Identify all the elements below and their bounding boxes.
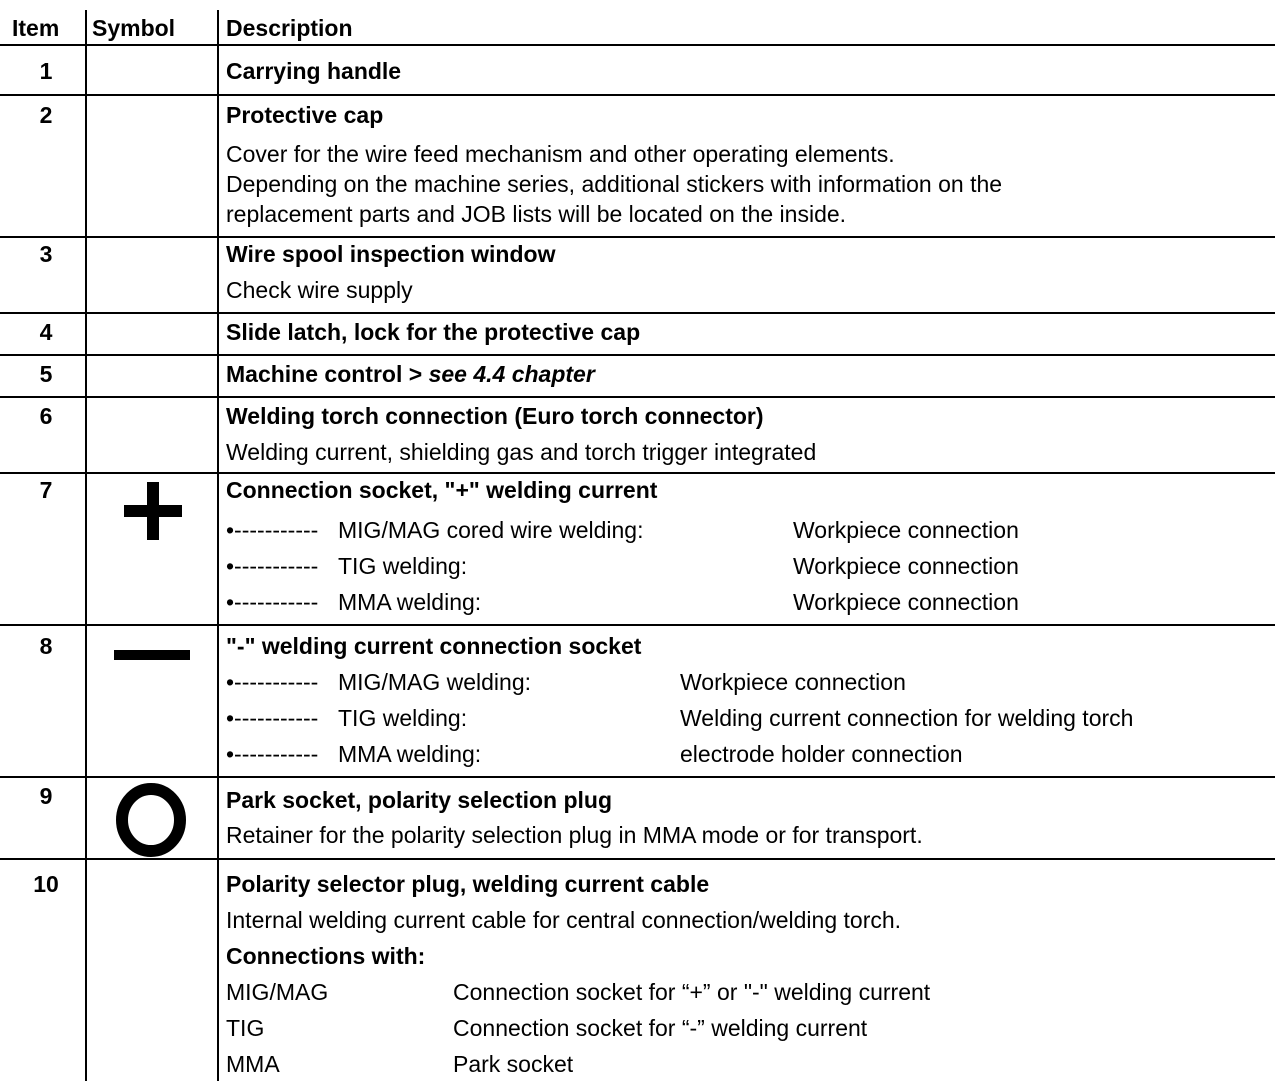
bullet-label: MMA welding: — [338, 589, 482, 615]
item-title: Slide latch, lock for the protective cap — [226, 319, 641, 345]
bullet-label: TIG welding: — [338, 705, 468, 731]
plus-icon — [124, 482, 182, 540]
row-divider — [0, 44, 1275, 46]
row-divider — [0, 94, 1275, 96]
header-description: Description — [226, 15, 353, 41]
bullet-value: Workpiece connection — [793, 589, 1019, 615]
item-number: 5 — [39, 361, 53, 387]
bullet-lead: •----------- — [226, 741, 319, 767]
item-number: 9 — [39, 783, 53, 809]
chapter-reference-link[interactable]: see 4.4 chapter — [428, 361, 595, 387]
bullet-label: MMA welding: — [338, 741, 482, 767]
bullet-value: Workpiece connection — [680, 669, 906, 695]
bullet-value: electrode holder connection — [680, 741, 963, 767]
connection-text: Connection socket for “-” welding current — [453, 1015, 868, 1041]
item-number: 3 — [39, 241, 53, 267]
item-title: "-" welding current connection socket — [226, 633, 642, 659]
description-line: Retainer for the polarity selection plug in MMA mode or for transport. — [226, 822, 923, 848]
bullet-lead: •----------- — [226, 669, 319, 695]
connection-text: Connection socket for “+” or "-" welding current — [453, 979, 931, 1005]
item-title: Park socket, polarity selection plug — [226, 787, 613, 813]
item-title: Connection socket, "+" welding current — [226, 477, 658, 503]
bullet-label: MIG/MAG cored wire welding: — [338, 517, 644, 543]
connections-subtitle: Connections with: — [226, 943, 426, 969]
column-divider-symbol-description — [217, 10, 219, 1081]
row-divider — [0, 472, 1275, 474]
connection-text: Park socket — [453, 1051, 574, 1077]
item-title: Polarity selector plug, welding current cable — [226, 871, 710, 897]
description-line: Depending on the machine series, additional stickers with information on the — [226, 171, 1003, 197]
header-symbol: Symbol — [92, 15, 176, 41]
description-line: Cover for the wire feed mechanism and other operating elements. — [226, 141, 895, 167]
bullet-label: TIG welding: — [338, 553, 468, 579]
row-divider — [0, 236, 1275, 238]
bullet-value: Workpiece connection — [793, 553, 1019, 579]
row-divider — [0, 776, 1275, 778]
bullet-lead: •----------- — [226, 517, 319, 543]
bullet-lead: •----------- — [226, 589, 319, 615]
bullet-lead: •----------- — [226, 553, 319, 579]
item-number: 7 — [39, 477, 53, 503]
bullet-value: Welding current connection for welding torch — [680, 705, 1134, 731]
connection-mode: TIG — [226, 1015, 265, 1041]
item-number: 4 — [39, 319, 53, 345]
item-number: 8 — [39, 633, 53, 659]
header-item: Item — [12, 15, 60, 41]
item-title: Protective cap — [226, 102, 384, 128]
row-divider — [0, 354, 1275, 356]
connection-mode: MIG/MAG — [226, 979, 329, 1005]
item-number: 2 — [39, 102, 53, 128]
description-line: Welding current, shielding gas and torch trigger integrated — [226, 439, 817, 465]
row-divider — [0, 396, 1275, 398]
description-line: Internal welding current cable for central connection/welding torch. — [226, 907, 902, 933]
item-title: Machine control > — [226, 361, 429, 387]
minus-icon — [114, 650, 190, 660]
description-line: replacement parts and JOB lists will be located on the inside. — [226, 201, 847, 227]
row-divider — [0, 624, 1275, 626]
column-divider-item-symbol — [85, 10, 87, 1081]
row-divider — [0, 858, 1275, 860]
item-number: 1 — [39, 58, 53, 84]
item-number: 6 — [39, 403, 53, 429]
item-number: 10 — [33, 871, 59, 897]
circle-icon — [115, 783, 187, 857]
item-title: Welding torch connection (Euro torch connector) — [226, 403, 764, 429]
item-title: Wire spool inspection window — [226, 241, 556, 267]
item-title: Carrying handle — [226, 58, 402, 84]
row-divider — [0, 312, 1275, 314]
item-title-row — [226, 361, 595, 388]
connection-mode: MMA — [226, 1051, 280, 1077]
bullet-lead: •----------- — [226, 705, 319, 731]
description-line: Check wire supply — [226, 277, 413, 303]
bullet-label: MIG/MAG welding: — [338, 669, 531, 695]
bullet-value: Workpiece connection — [793, 517, 1019, 543]
